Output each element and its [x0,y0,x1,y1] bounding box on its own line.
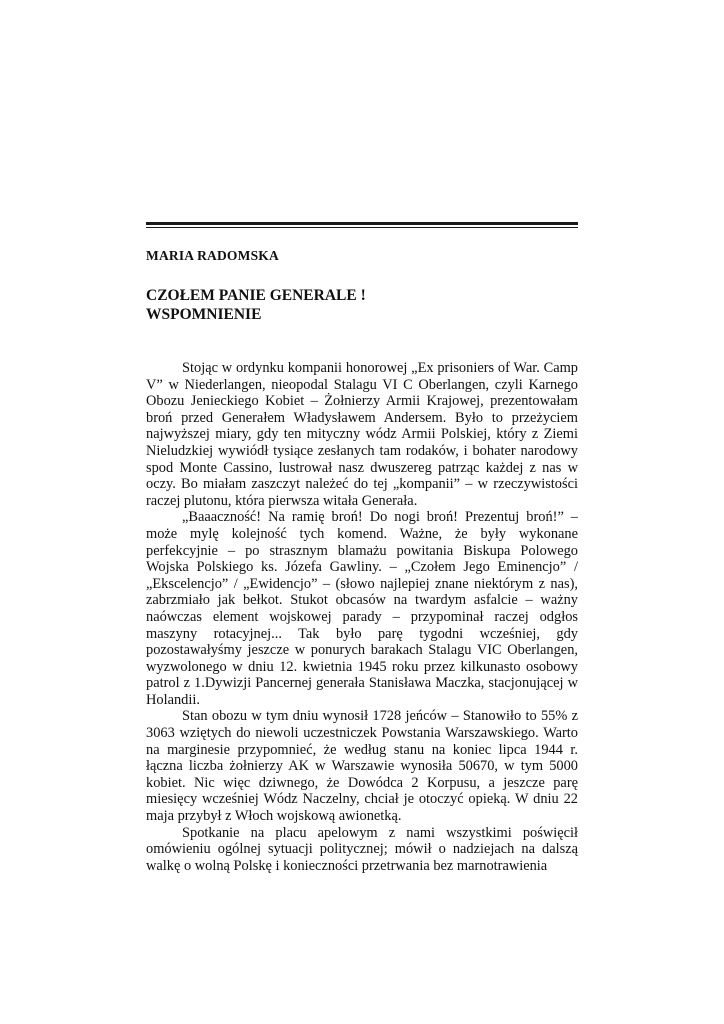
header-rule-thin [146,227,578,228]
article-body [146,360,578,874]
title-line-2: WSPOMNIENIE [146,306,262,323]
author-name: MARIA RADOMSKA [146,248,279,263]
header-rule-thick [146,222,578,225]
paragraph-1: Stojąc w ordynku kompanii honorowej „Ex prisoniers of War. Camp V” w Niederlangen, nieopodal Stalagu VI C Oberlangen, czyli Karnego Obozu Jenieckiego Kobiet – Żołnierzy Armii Krajowej, prezentowałam broń przed Generałem Władysławem Andersem. Było to przeżyciem najwyższej miary, gdy ten mityczny wódz Armii Polskiej, który z Ziemi Nieludzkiej wywiódł tysiące zesłanych tam rodaków, i bohater narodowy spod Monte Cassino, lustrował nasz dwuszereg patrząc każdej z nas w oczy. Bo miałam zaszczyt należeć do tej „kompanii” – w rzeczywistości raczej plutonu, która pierwsza witała Generała. [146,360,578,509]
article-page [146,222,578,874]
paragraph-3: Stan obozu w tym dniu wynosił 1728 jeńców – Stanowiło to 55% z 3063 wziętych do niewoli uczestniczek Powstania Warszawskiego. Warto na marginesie przypomnieć, że według stanu na koniec lipca 1944 r. łączna liczba żołnierzy AK w Warszawie wynosiła 50670, w tym 5000 kobiet. Nic więc dziwnego, że Dowódca 2 Korpusu, a jeszcze parę miesięcy wcześniej Wódz Naczelny, chciał je otoczyć opieką. W dniu 22 maja przybył z Włoch wojskową awionetką. [146,708,578,825]
paragraph-2: „Baaaczność! Na ramię broń! Do nogi broń! Prezentuj broń!” – może mylę kolejność tych komend. Ważne, że były wykonane perfekcyjnie – po strasznym blamażu powitania Biskupa Polowego Wojska Polskiego ks. Józefa Gawliny. – „Czołem Jego Eminencjo” / „Ekscelencjo” / „Ewidencjo” – (słowo najlepiej znane niektórym z nas), zabrzmiało jak bełkot. Stukot obcasów na twardym asfalcie – ważny naówczas element wojskowej parady – przypominał raczej odgłos maszyny rotacyjnej... Tak było parę tygodni wcześniej, gdy pozostawałyśmy jeszcze w ponurych barakach Stalagu VIC Oberlangen, wyzwolonego w dniu 12. kwietnia 1945 roku przez kilkunasto osobowy patrol z 1.Dywizji Pancernej generała Stanisława Maczka, stacjonującej w Holandii. [146,509,578,708]
title-line-1: CZOŁEM PANIE GENERALE ! [146,287,366,304]
article-title [146,286,578,324]
paragraph-4: Spotkanie na placu apelowym z nami wszystkimi poświęcił omówieniu ogólnej sytuacji politycznej; mówił o nadziejach na dalszą walkę o wolną Polskę i konieczności przetrwania bez marnotrawienia [146,824,578,874]
